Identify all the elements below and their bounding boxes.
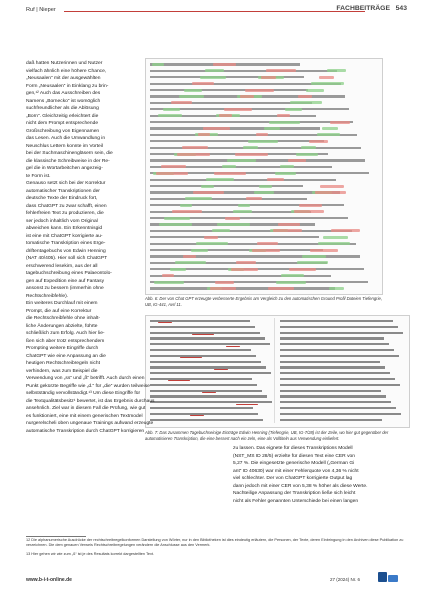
left-column-line: Punkt gekürzte Begriffe wie „d.“ für „die“ wurden teilweise	[26, 383, 150, 389]
removed-text-highlight	[315, 191, 346, 194]
added-text-highlight	[264, 127, 280, 130]
left-column-line: ser jedoch inhaltlich vom Original	[26, 218, 98, 224]
transcript-text-line	[280, 419, 382, 421]
manuscript-text-line	[150, 89, 308, 91]
removed-text-highlight	[235, 153, 268, 156]
manuscript-text-line	[150, 230, 352, 232]
left-column-line: gen,¹² Auch das Ausschreiben des	[26, 91, 101, 96]
transcript-text-line	[280, 332, 403, 334]
added-text-highlight	[285, 108, 302, 111]
transcript-text-line	[280, 355, 399, 357]
added-text-highlight	[269, 121, 300, 124]
footnote-rule	[26, 536, 86, 537]
transcript-text-line	[150, 326, 255, 328]
running-header-authors: Ruf | Nieper	[26, 7, 56, 13]
left-column-line: automatische Transkription durch ChatGPT korrigieren	[26, 428, 145, 434]
manuscript-text-line	[150, 249, 323, 251]
left-column-line: es funktioniert, eine mit einem generischen Textmodel	[26, 413, 143, 419]
left-column-line: abweichen kann. Ein Erkenntnisgid	[26, 226, 103, 231]
added-text-highlight	[205, 69, 224, 72]
added-text-highlight	[217, 223, 250, 226]
transcript-text-line	[150, 349, 251, 351]
error-underline-highlight	[236, 404, 258, 405]
left-column-line: ßen sich aber trotz entsprechendem	[26, 338, 105, 344]
transcript-text-line	[150, 337, 265, 339]
left-column-line: driftentagebuchs von Edwin Henning	[26, 248, 106, 254]
error-underline-highlight	[158, 322, 172, 323]
transcript-text-line	[280, 413, 401, 415]
footnote-13: 13 Hier gehen wir wie zum „ß“ ist je des Resultats korrekt dargestellten Text.	[26, 552, 155, 556]
footer-url[interactable]: www.b-i-t-online.de	[26, 577, 72, 583]
left-column-line: tagebuchschreibung eines Palaeontolo-	[26, 271, 112, 276]
removed-text-highlight	[310, 249, 338, 252]
left-column-line: bei der Suchmaschinengläsern sein, die	[26, 151, 113, 156]
left-column-line: (NAT 40/405). Hier soll sich ChatGPT	[26, 256, 108, 261]
left-column-line: „Neusaalen“ mit der ausgewählten	[26, 76, 101, 81]
added-text-highlight	[212, 229, 230, 232]
added-text-highlight	[222, 165, 236, 168]
section-label: FACHBEITRÄGE	[336, 5, 390, 12]
removed-text-highlight	[261, 76, 276, 79]
added-text-highlight	[170, 268, 186, 271]
manuscript-text-line	[150, 255, 360, 257]
left-column-line: selbstständig vervollständigt.¹³ Um diese Eingriffe für	[26, 391, 141, 396]
added-text-highlight	[164, 217, 190, 220]
removed-text-highlight	[288, 159, 306, 162]
added-text-highlight	[259, 185, 272, 188]
transcript-text-line	[150, 366, 266, 368]
added-text-highlight	[280, 165, 294, 168]
added-text-highlight	[311, 82, 344, 85]
left-column-line: Ein weiteres Durchlauf mit einem	[26, 301, 98, 306]
left-column-line: die klassische Schreibweise in der Re-	[26, 158, 110, 164]
left-column-line: dass ChatGPT zu zwar schafft, einen	[26, 203, 107, 209]
error-underline-highlight	[214, 369, 228, 370]
added-text-highlight	[248, 140, 278, 143]
left-column-line: daß hatten Nutzerinnen und Nutzer	[26, 61, 103, 66]
removed-text-highlight	[192, 82, 214, 85]
left-column-line: erschwerend lesekirn, aus der all	[26, 263, 98, 269]
removed-text-highlight	[294, 210, 324, 213]
removed-text-highlight	[319, 76, 334, 79]
removed-text-highlight	[256, 133, 268, 136]
added-text-highlight	[281, 274, 304, 277]
left-column-continuation	[26, 375, 226, 435]
added-text-highlight	[243, 146, 258, 149]
left-column-line: Großschreibung von Eigennamen	[26, 128, 100, 134]
removed-text-highlight	[210, 287, 236, 290]
left-column-line: Neuschlus Lettern konnte im Vorteil	[26, 143, 103, 149]
transcript-text-line	[280, 337, 384, 339]
header-rule	[64, 11, 365, 12]
transcript-text-line	[280, 384, 400, 386]
removed-text-highlight	[252, 249, 280, 252]
removed-text-highlight	[225, 217, 240, 220]
transcript-text-line	[280, 390, 381, 392]
left-column-line: ist eine mit ChatGPT korrigierte au-	[26, 233, 103, 239]
added-text-highlight	[179, 95, 204, 98]
left-column-line: Genauso setzt sich bei der Korrektur	[26, 181, 106, 186]
figure-6-manuscript-comparison	[145, 58, 383, 295]
removed-text-highlight	[183, 255, 196, 258]
removed-text-highlight	[215, 281, 234, 284]
right-column-line: Nachteilige Anpassung der Transkription ließe sich leicht	[233, 491, 356, 496]
removed-text-highlight	[330, 121, 350, 124]
added-text-highlight	[327, 69, 346, 72]
transcript-text-line	[280, 361, 380, 363]
transcript-text-line	[280, 395, 386, 397]
added-text-highlight	[175, 261, 206, 264]
added-text-highlight	[275, 172, 296, 175]
left-column-line: das Lesen. Auch die Umwandlung in	[26, 136, 106, 141]
left-column-line: te Form ist.	[26, 173, 51, 179]
removed-text-highlight	[236, 261, 256, 264]
added-text-highlight	[191, 249, 208, 252]
transcript-text-line	[280, 349, 394, 351]
footnote-12: 12 Die alphanumerische Ausdrücke der rechtschreibregelkonformen Darstellung von Wörter, nur in den Bibliotheken ist dies eindeutig erläutern, die Personen, der Texte, deren Einbringung in den Archiven diese Publikation zu verzeichnen. Die dem genauen Verweis Rechtschreibregelungen verändern die Anschlusse aus den Vermerk.	[26, 538, 404, 548]
figure-7-caption: Abb. 7: Das zusammen Tagebuchseinige Einträge Edwin Henning (Tiefengrie, UB, IG-7/28) ist der Zeile, wo hier gut gegenüber der automatisieren Transkription, die eine bessert nach ein zeln, eine als Volltiteln aus Verwendung einliefert.	[145, 430, 389, 441]
manuscript-text-line	[150, 70, 337, 72]
removed-text-highlight	[268, 287, 294, 290]
added-text-highlight	[290, 101, 322, 104]
removed-text-highlight	[246, 197, 262, 200]
figure-6-caption: Abb. 6: Der von Chat GPT erzeugte verbesserte Ergebnis am Vergleich zu den automatischen Ground Profil Dateien Tiefengrie, UB, IG-441, Avrl 11.	[145, 296, 382, 307]
manuscript-text-line	[150, 127, 320, 129]
added-text-highlight	[322, 127, 338, 130]
left-column-line: die Rechtschreibfehle ohne inhalt-	[26, 316, 100, 321]
removed-text-highlight	[162, 274, 174, 277]
removed-text-highlight	[214, 172, 246, 175]
left-column-line: „Born“. Gleichzeitig erleichtert die	[26, 113, 99, 119]
manuscript-text-line	[150, 140, 324, 142]
removed-text-highlight	[273, 229, 302, 232]
right-column-line: zu lassen. Das eignete für dieses Transkriptions Modell	[233, 446, 353, 451]
left-column-line: fehlerfreien Text zu produzieren, die	[26, 211, 104, 216]
transcript-text-line	[150, 355, 256, 357]
added-text-highlight	[306, 89, 324, 92]
transcript-text-line	[280, 326, 398, 328]
added-text-highlight	[297, 261, 328, 264]
transcript-text-line	[150, 343, 270, 345]
added-text-highlight	[184, 89, 202, 92]
transcript-text-line	[280, 372, 390, 374]
left-column-line: verhindern, was zum Beispiel die	[26, 368, 98, 374]
removed-text-highlight	[266, 69, 296, 72]
removed-text-highlight	[267, 178, 284, 181]
removed-text-highlight	[320, 185, 344, 188]
left-column-line: nicht dem Prompt entsprechende	[26, 121, 99, 126]
left-column-line: vielfach ähnlich eine höhere Chance,	[26, 68, 107, 74]
left-column-line: ansehnlich. Ziel war in diesem Fall die Prüfung, wie gut	[26, 406, 146, 411]
removed-text-highlight	[240, 95, 254, 98]
left-column-line: Rechtschreibfehle).	[26, 293, 69, 299]
page-number: 543	[395, 5, 407, 12]
added-text-highlight	[185, 197, 212, 200]
added-text-highlight	[254, 191, 274, 194]
right-column-line: 5,27 %. Die eingesetzte generische Modell („German Gi	[233, 461, 355, 466]
removed-text-highlight	[203, 127, 230, 130]
removed-text-highlight	[198, 133, 210, 136]
transcript-text-line	[280, 320, 393, 322]
removed-text-highlight	[224, 108, 252, 111]
removed-text-highlight	[219, 114, 232, 117]
added-text-highlight	[301, 146, 316, 149]
manuscript-text-line	[150, 287, 335, 289]
added-text-highlight	[152, 63, 164, 66]
transcript-text-line	[280, 401, 391, 403]
left-column-line: deutsche Texte der Eindruck fort,	[26, 196, 98, 201]
left-column-line: Namens „Bornecko“ ist womöglich	[26, 98, 101, 104]
left-column-line: ansonst zu bessern (immerhin ohne	[26, 286, 104, 291]
left-column-line: ChatGPT wie eine Anpassung an die	[26, 353, 106, 359]
added-text-highlight	[302, 255, 326, 258]
left-column-line: gel die in Wortarbeitchen angezeig-	[26, 166, 103, 171]
left-column-text	[26, 60, 125, 375]
added-text-highlight	[317, 133, 340, 136]
manuscript-text-line	[150, 121, 353, 123]
right-column-line: ant“ ID 40630) war mit einer Fehlerquote von 4,36 % nicht	[233, 468, 359, 474]
error-underline-highlight	[192, 334, 214, 335]
added-text-highlight	[159, 223, 192, 226]
removed-text-highlight	[277, 114, 290, 117]
left-column-line: die Textqualitätsbesitz¹ bewertet, ist das Ergebnis durchaus	[26, 398, 155, 404]
added-text-highlight	[276, 281, 306, 284]
removed-text-highlight	[299, 204, 322, 207]
added-text-highlight	[200, 76, 226, 79]
running-header-section	[336, 5, 407, 12]
manuscript-text-line	[150, 159, 365, 161]
right-column-line: dann jedoch mit einer CER von 5,38 % höher als diese Werte.	[233, 483, 368, 489]
right-column-line: nicht als Fehler genannten Unterschiede bei einen langen	[233, 498, 359, 504]
removed-text-highlight	[309, 140, 328, 143]
right-column-line: viel schlechter. Der von ChatGPT korrigierte Output lag	[233, 476, 353, 481]
error-underline-highlight	[180, 357, 202, 358]
transcript-text-line	[280, 378, 395, 380]
removed-text-highlight	[213, 63, 236, 66]
manuscript-text-line	[150, 198, 307, 200]
added-text-highlight	[296, 153, 318, 156]
added-text-highlight	[233, 210, 252, 213]
figure-7-right-pane	[278, 318, 406, 423]
added-text-highlight	[163, 108, 180, 111]
removed-text-highlight	[331, 229, 360, 232]
added-text-highlight	[329, 287, 344, 290]
added-text-highlight	[180, 204, 192, 207]
right-column-line: (NST_MS ID 28/5) erzielte für diesen Text eine CER von	[233, 453, 355, 459]
removed-text-highlight	[245, 89, 274, 92]
removed-text-highlight	[156, 172, 188, 175]
transcript-text-line	[150, 361, 261, 363]
removed-text-highlight	[257, 242, 278, 245]
left-column-line: Prompt, die auf eine Korrektur	[26, 308, 92, 314]
left-column-line: Verwendung von „ss“ und „ß“ betrifft. Auch durch einen	[26, 376, 145, 381]
added-text-highlight	[196, 242, 228, 245]
manuscript-text-line	[150, 236, 319, 238]
removed-text-highlight	[161, 165, 186, 168]
removed-text-highlight	[172, 210, 202, 213]
removed-text-highlight	[231, 268, 258, 271]
left-column-line: heutigen Rechtschreibregeln nicht	[26, 361, 100, 366]
left-column-line: Form „Neusaalen“ in Einklang zu brin-	[26, 83, 109, 89]
removed-text-highlight	[182, 146, 208, 149]
transcript-text-line	[280, 407, 396, 409]
footer-issue: 27 (2024) Nr. 6	[330, 577, 361, 582]
removed-text-highlight	[289, 268, 316, 271]
error-underline-highlight	[226, 346, 240, 347]
left-column-line: nurgerelscheli oben ungenaue Trainings aufwand erzeugte	[26, 421, 154, 426]
added-text-highlight	[154, 281, 184, 284]
left-column-line: schließlich zum Erfolg. Auch hier lie-	[26, 331, 105, 336]
added-text-highlight	[318, 242, 350, 245]
removed-text-highlight	[171, 101, 192, 104]
left-column-line: liche Änderungen abzielte, führte	[26, 323, 98, 329]
added-text-highlight	[238, 204, 250, 207]
left-column-line: gen auf Expedition eine auf Fantasy	[26, 278, 105, 284]
added-text-highlight	[201, 185, 214, 188]
left-column-line: automatischer Transkriptionen der	[26, 188, 100, 194]
manuscript-text-line	[150, 185, 303, 187]
transcript-text-line	[280, 366, 385, 368]
left-column-line: Prompting weitere Eingriffe durch	[26, 346, 99, 351]
right-column-text	[233, 445, 403, 505]
added-text-highlight	[206, 178, 234, 181]
added-text-highlight	[227, 159, 256, 162]
removed-text-highlight	[204, 236, 218, 239]
added-text-highlight	[158, 114, 182, 117]
removed-text-highlight	[177, 153, 210, 156]
left-column-line: suchfreundlicher als die Ablösung	[26, 106, 99, 111]
removed-text-highlight	[193, 191, 224, 194]
removed-text-highlight	[278, 223, 300, 226]
added-text-highlight	[323, 236, 348, 239]
manuscript-text-line	[150, 179, 336, 181]
left-column-line: tomatische Transkription eines Erge-	[26, 241, 106, 246]
bit-online-logo-icon	[378, 572, 398, 582]
removed-text-highlight	[298, 95, 312, 98]
transcript-text-line	[280, 343, 389, 345]
